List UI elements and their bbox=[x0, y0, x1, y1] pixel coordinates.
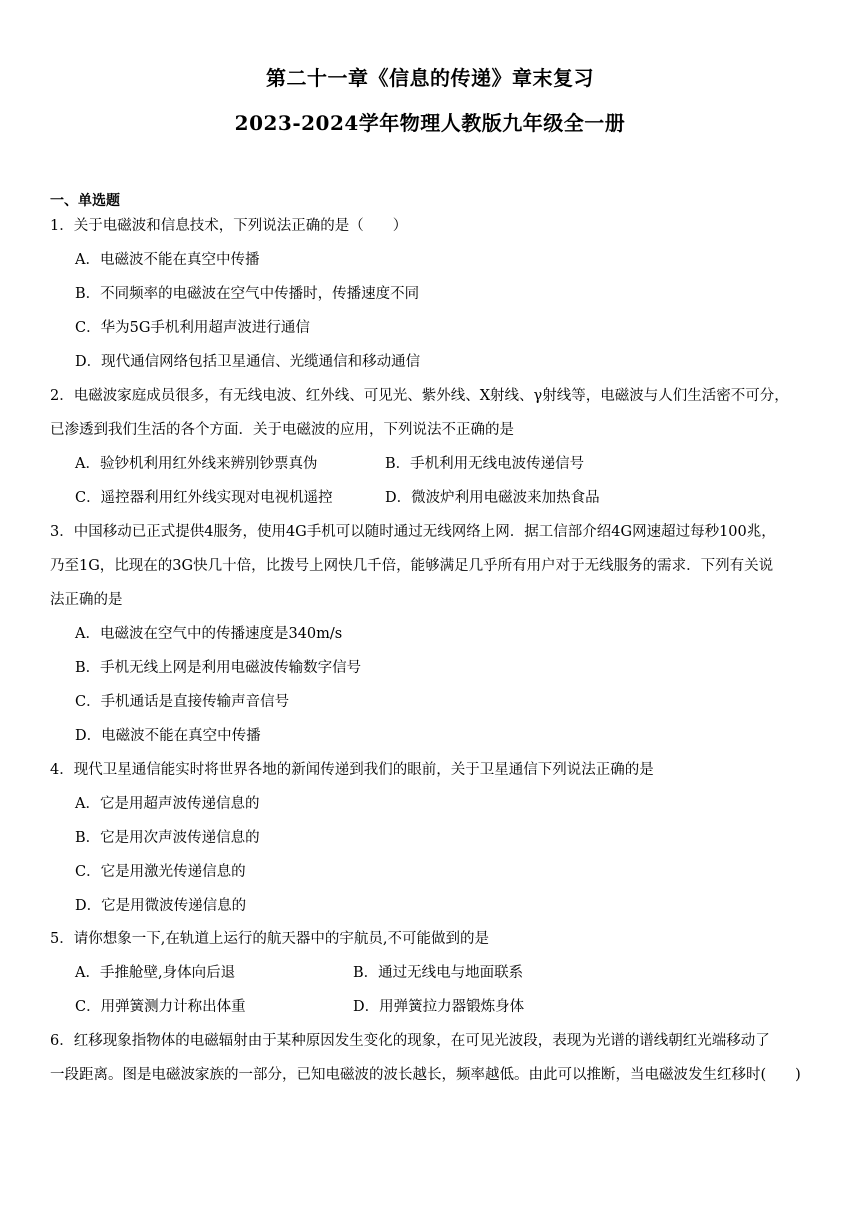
question-4-option-c: C．它是用激光传递信息的 bbox=[75, 864, 246, 880]
question-5-option-b: B．通过无线电与地面联系 bbox=[353, 965, 524, 981]
question-3-option-b: B．手机无线上网是利用电磁波传输数字信号 bbox=[75, 660, 362, 676]
document-title: 第二十一章《信息的传递》章末复习 bbox=[266, 66, 594, 90]
question-5-option-a: A．手推舱壁,身体向后退 bbox=[75, 965, 236, 981]
question-3-stem-line-3: 法正确的是 bbox=[50, 592, 123, 608]
question-2-option-c: C．遥控器利用红外线实现对电视机遥控 bbox=[75, 490, 333, 506]
question-1-option-d: D．现代通信网络包括卫星通信、光缆通信和移动通信 bbox=[75, 354, 421, 370]
question-4-option-b: B．它是用次声波传递信息的 bbox=[75, 830, 260, 846]
question-2-stem-line-2: 已渗透到我们生活的各个方面．关于电磁波的应用，下列说法不正确的是 bbox=[50, 422, 514, 438]
question-1-option-a: A．电磁波不能在真空中传播 bbox=[75, 252, 260, 268]
question-2-stem-line-1: 2．电磁波家庭成员很多，有无线电波、红外线、可见光、紫外线、X射线、γ射线等，电磁波与人们生活密不可分， bbox=[50, 388, 789, 404]
question-3-stem-line-1: 3．中国移动已正式提供4服务，使用4G手机可以随时通过无线网络上网．据工信部介绍4G网速超过每秒100兆， bbox=[50, 524, 776, 540]
question-4-stem: 4．现代卫星通信能实时将世界各地的新闻传递到我们的眼前，关于卫星通信下列说法正确的是 bbox=[50, 762, 654, 778]
question-4-option-a: A．它是用超声波传递信息的 bbox=[75, 796, 260, 812]
question-3-stem-line-2: 乃至1G，比现在的3G快几十倍，比拨号上网快几千倍，能够满足几乎所有用户对于无线服务的需求．下列有关说 bbox=[50, 558, 774, 574]
question-1-stem: 1．关于电磁波和信息技术，下列说法正确的是（ ） bbox=[50, 218, 408, 234]
question-3-option-d: D．电磁波不能在真空中传播 bbox=[75, 728, 261, 744]
question-1-option-b: B．不同频率的电磁波在空气中传播时，传播速度不同 bbox=[75, 286, 420, 302]
question-5-option-c: C．用弹簧测力计称出体重 bbox=[75, 999, 246, 1015]
question-4-option-d: D．它是用微波传递信息的 bbox=[75, 898, 247, 914]
question-5-stem: 5．请你想象一下,在轨道上运行的航天器中的宇航员,不可能做到的是 bbox=[50, 931, 489, 947]
question-6-stem-line-1: 6．红移现象指物体的电磁辐射由于某种原因发生变化的现象，在可见光波段，表现为光谱的谱线朝红光端移动了 bbox=[50, 1033, 770, 1049]
question-3-option-c: C．手机通话是直接传输声音信号 bbox=[75, 694, 290, 710]
question-2-option-d: D．微波炉利用电磁波来加热食品 bbox=[385, 490, 600, 506]
section-heading: 一、单选题 bbox=[50, 193, 120, 209]
question-6-stem-line-2: 一段距离。图是电磁波家族的一部分，已知电磁波的波长越长，频率越低。由此可以推断，当电磁波发生红移时( ) bbox=[50, 1067, 801, 1083]
question-2-option-a: A．验钞机利用红外线来辨别钞票真伪 bbox=[75, 456, 318, 472]
question-5-option-d: D．用弹簧拉力器锻炼身体 bbox=[353, 999, 525, 1015]
question-2-option-b: B．手机利用无线电波传递信号 bbox=[385, 456, 585, 472]
question-1-option-c: C．华为5G手机利用超声波进行通信 bbox=[75, 320, 310, 336]
document-subtitle: 2023-2024学年物理人教版九年级全一册 bbox=[234, 111, 626, 135]
question-3-option-a: A．电磁波在空气中的传播速度是340m/s bbox=[75, 626, 343, 642]
